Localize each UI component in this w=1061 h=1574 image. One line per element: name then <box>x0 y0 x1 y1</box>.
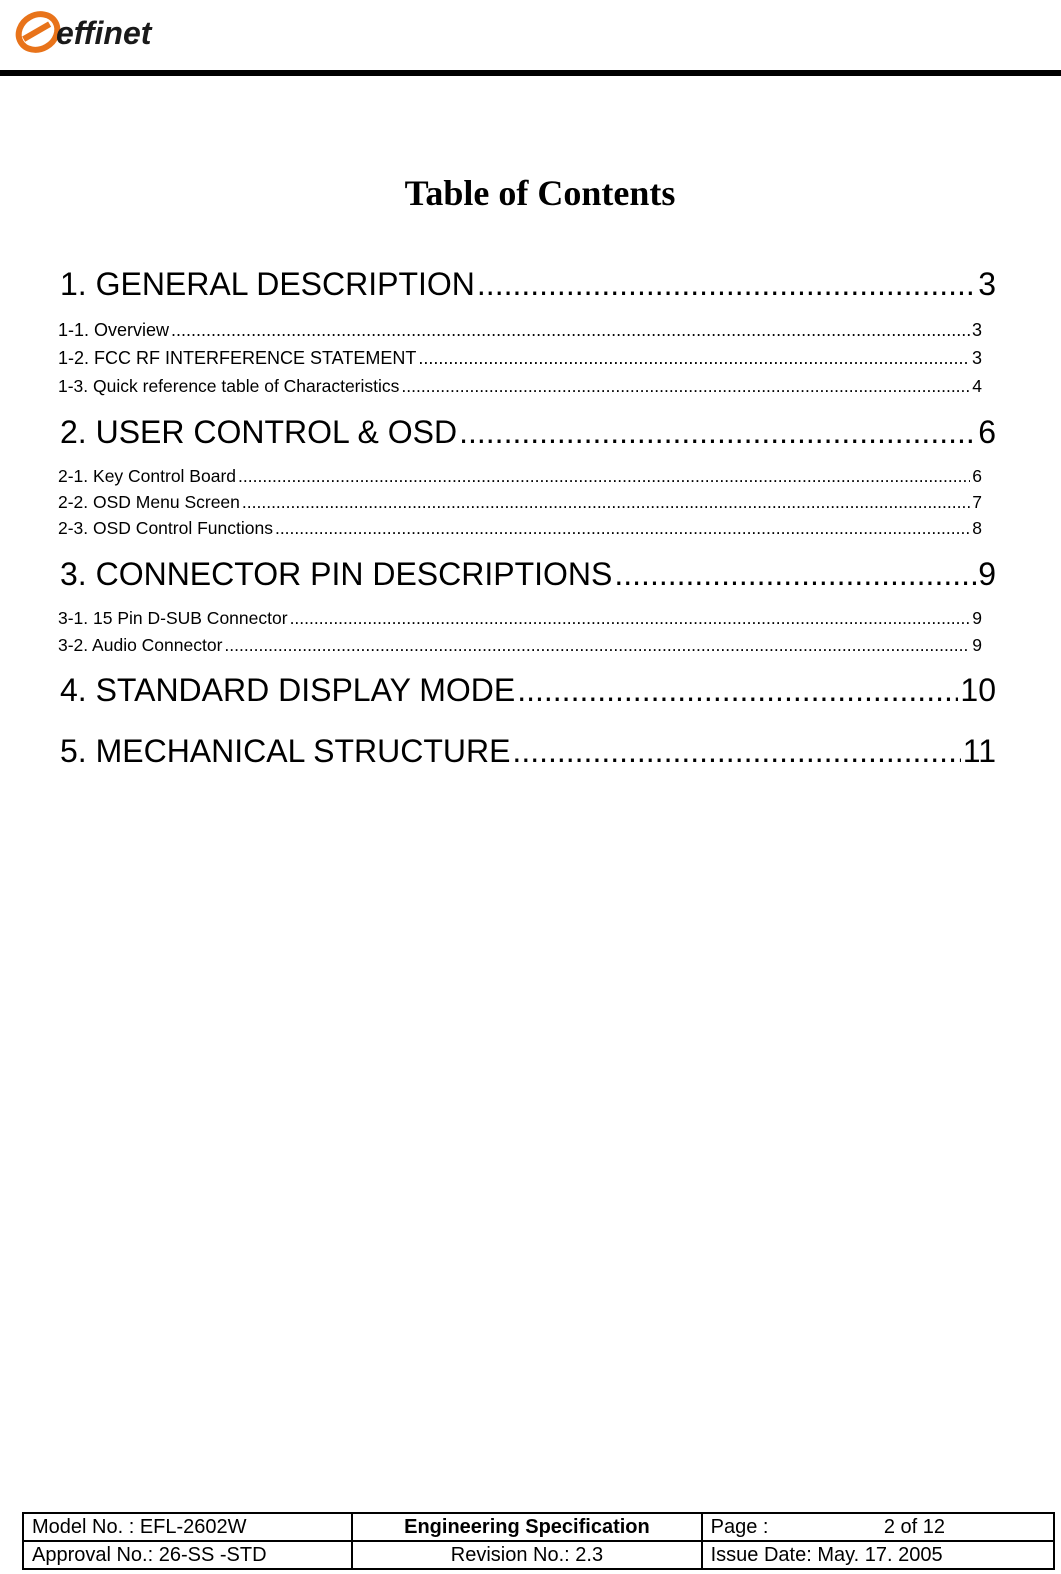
toc-entry-1-2[interactable] <box>58 348 982 372</box>
revision-number: Revision No.: 2.3 <box>352 1541 701 1569</box>
logo-text: effinet <box>56 15 152 51</box>
footer-row-2 <box>23 1541 1054 1569</box>
toc-label: 2-3. OSD Control Functions <box>58 518 273 538</box>
footer-row-1 <box>23 1513 1054 1541</box>
toc-page: 9 <box>978 556 996 592</box>
effinet-logo <box>12 0 182 60</box>
toc-leader <box>418 348 970 369</box>
footer-table <box>22 1512 1055 1570</box>
toc-label: 2-1. Key Control Board <box>58 466 237 486</box>
toc-label: 2-2. OSD Menu Screen <box>58 492 240 512</box>
toc-label: 1. GENERAL DESCRIPTION <box>60 266 475 302</box>
toc-label: 1-2. FCC RF INTERFERENCE STATEMENT <box>58 348 417 368</box>
toc-leader <box>238 466 970 487</box>
page-title: Table of Contents <box>404 173 676 213</box>
toc-entry-3[interactable] <box>60 556 996 596</box>
toc-label: 3-1. 15 Pin D-SUB Connector <box>58 608 288 628</box>
page-label: Page : <box>710 1515 769 1538</box>
toc-label: 2. USER CONTROL & OSD <box>60 414 458 450</box>
header-rule <box>0 70 1061 76</box>
toc-leader <box>242 492 970 513</box>
toc-page: 6 <box>978 414 996 450</box>
toc-page: 9 <box>972 608 982 628</box>
toc-leader <box>275 518 970 539</box>
toc-entry-2-3[interactable] <box>58 518 982 542</box>
toc-entry-1-3[interactable] <box>58 376 982 400</box>
toc-entry-1[interactable] <box>60 266 996 306</box>
toc-page: 10 <box>960 672 996 708</box>
toc-page: 9 <box>972 635 982 655</box>
toc-entry-3-2[interactable] <box>58 635 982 659</box>
toc-entry-5[interactable] <box>60 733 996 773</box>
toc-entry-2-2[interactable] <box>58 492 982 516</box>
toc-leader <box>290 608 971 629</box>
toc-leader <box>614 556 976 593</box>
toc-leader <box>401 376 970 397</box>
toc-page: 4 <box>972 376 982 396</box>
toc-label: 5. MECHANICAL STRUCTURE <box>60 733 511 769</box>
toc-page: 3 <box>971 348 982 368</box>
spec-title: Engineering Specification <box>352 1513 701 1541</box>
toc-leader <box>477 266 976 303</box>
toc-entry-1-1[interactable] <box>58 320 982 344</box>
model-number: Model No. : EFL-2602W <box>23 1513 352 1541</box>
toc-entry-2[interactable] <box>60 414 996 454</box>
toc-page: 3 <box>971 320 982 340</box>
approval-number: Approval No.: 26-SS -STD <box>23 1541 352 1569</box>
toc-page: 11 <box>962 733 996 769</box>
toc-leader <box>224 635 970 656</box>
toc-label: 4. STANDARD DISPLAY MODE <box>60 672 516 708</box>
toc-label: 1-3. Quick reference table of Characteristics <box>58 376 400 396</box>
toc-page: 7 <box>972 492 982 512</box>
toc-entry-2-1[interactable] <box>58 466 982 490</box>
toc-page: 3 <box>978 266 996 302</box>
toc-leader <box>171 320 970 341</box>
toc-leader <box>512 733 960 770</box>
toc-label: 3. CONNECTOR PIN DESCRIPTIONS <box>60 556 613 592</box>
page-value: 2 of 12 <box>883 1515 945 1538</box>
toc-leader <box>517 672 958 709</box>
toc-label: 3-2. Audio Connector <box>58 635 223 655</box>
toc-entry-4[interactable] <box>60 672 996 712</box>
page-number-cell <box>702 1513 1054 1541</box>
toc-entry-3-1[interactable] <box>58 608 982 632</box>
issue-date: Issue Date: May. 17. 2005 <box>702 1541 1054 1569</box>
toc-page: 6 <box>972 466 982 486</box>
toc-leader <box>459 414 976 451</box>
toc-label: 1-1. Overview <box>58 320 170 340</box>
toc-page: 8 <box>972 518 982 538</box>
